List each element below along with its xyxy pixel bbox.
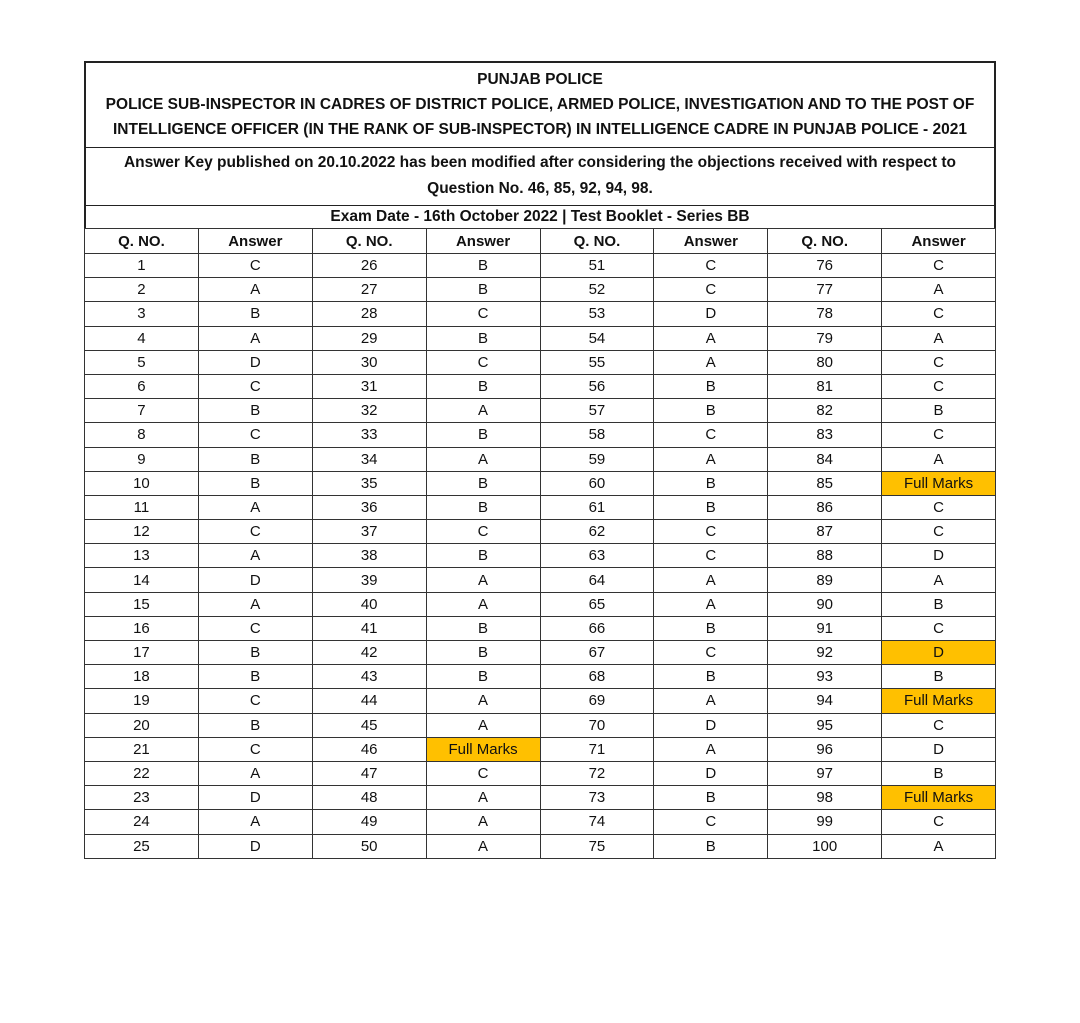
answer-cell: C [882,350,996,374]
question-number-cell: 34 [312,447,426,471]
answer-cell: D [198,568,312,592]
answer-cell: A [426,786,540,810]
table-row [85,399,996,423]
answer-cell: C [426,302,540,326]
question-number-cell: 38 [312,544,426,568]
question-number-cell: 87 [768,520,882,544]
question-number-cell: 4 [85,326,199,350]
question-number-cell: 66 [540,616,654,640]
answer-cell: C [882,616,996,640]
answer-cell: D [198,350,312,374]
question-number-cell: 74 [540,810,654,834]
answer-cell: B [654,399,768,423]
question-number-cell: 43 [312,665,426,689]
question-number-cell: 67 [540,641,654,665]
question-number-cell: 35 [312,471,426,495]
answer-cell: B [654,374,768,398]
table-row [85,810,996,834]
answer-key-sheet [84,61,996,859]
answer-cell: A [426,689,540,713]
question-number-cell: 12 [85,520,199,544]
question-number-cell: 1 [85,254,199,278]
header-qno: Q. NO. [768,229,882,254]
answer-cell: C [198,423,312,447]
table-row [85,520,996,544]
answer-table [84,228,996,859]
question-number-cell: 99 [768,810,882,834]
question-number-cell: 64 [540,568,654,592]
header-box [84,61,996,228]
answer-cell: B [426,616,540,640]
answer-cell: D [882,544,996,568]
answer-cell: A [426,713,540,737]
answer-cell: A [654,568,768,592]
header-qno: Q. NO. [540,229,654,254]
question-number-cell: 27 [312,278,426,302]
table-row [85,302,996,326]
header-answer: Answer [882,229,996,254]
answer-cell: B [654,495,768,519]
answer-cell: A [882,278,996,302]
answer-cell: C [654,278,768,302]
question-number-cell: 76 [768,254,882,278]
answer-cell: Full Marks [426,737,540,761]
question-number-cell: 15 [85,592,199,616]
question-number-cell: 25 [85,834,199,858]
question-number-cell: 46 [312,737,426,761]
question-number-cell: 60 [540,471,654,495]
answer-cell: C [198,689,312,713]
question-number-cell: 96 [768,737,882,761]
answer-cell: D [654,302,768,326]
answer-cell: B [654,786,768,810]
exam-info: Exam Date - 16th October 2022 | Test Booklet - Series BB [330,208,750,225]
question-number-cell: 56 [540,374,654,398]
table-row [85,713,996,737]
question-number-cell: 32 [312,399,426,423]
answer-cell: Full Marks [882,471,996,495]
answer-cell: B [654,834,768,858]
answer-cell: C [426,761,540,785]
answer-cell: A [198,761,312,785]
question-number-cell: 84 [768,447,882,471]
answer-cell: C [654,520,768,544]
answer-cell: C [426,520,540,544]
table-row [85,568,996,592]
answer-cell: A [198,810,312,834]
answer-cell: C [882,810,996,834]
table-row [85,374,996,398]
answer-cell: B [882,665,996,689]
note-line-1: Answer Key published on 20.10.2022 has been modified after considering the objections received with respect to [123,154,957,171]
question-number-cell: 39 [312,568,426,592]
answer-cell: B [426,278,540,302]
question-number-cell: 45 [312,713,426,737]
question-number-cell: 19 [85,689,199,713]
answer-cell: B [198,471,312,495]
answer-cell: Full Marks [882,689,996,713]
question-number-cell: 82 [768,399,882,423]
answer-cell: C [426,350,540,374]
header-qno: Q. NO. [85,229,199,254]
answer-cell: B [654,616,768,640]
question-number-cell: 59 [540,447,654,471]
question-number-cell: 36 [312,495,426,519]
answer-cell: A [882,568,996,592]
question-number-cell: 41 [312,616,426,640]
answer-cell: A [654,350,768,374]
answer-cell: A [198,495,312,519]
question-number-cell: 10 [85,471,199,495]
question-number-cell: 86 [768,495,882,519]
answer-cell: B [882,761,996,785]
question-number-cell: 2 [85,278,199,302]
question-number-cell: 5 [85,350,199,374]
answer-cell: C [882,254,996,278]
answer-cell: A [882,834,996,858]
question-number-cell: 95 [768,713,882,737]
question-number-cell: 77 [768,278,882,302]
question-number-cell: 9 [85,447,199,471]
table-row [85,278,996,302]
answer-cell: B [426,665,540,689]
question-number-cell: 3 [85,302,199,326]
question-number-cell: 42 [312,641,426,665]
answer-cell: B [198,302,312,326]
note-line-2: Question No. 46, 85, 92, 94, 98. [427,180,653,197]
question-number-cell: 72 [540,761,654,785]
question-number-cell: 52 [540,278,654,302]
question-number-cell: 79 [768,326,882,350]
table-row [85,592,996,616]
question-number-cell: 22 [85,761,199,785]
answer-cell: D [654,713,768,737]
header-answer: Answer [654,229,768,254]
question-number-cell: 62 [540,520,654,544]
table-row [85,689,996,713]
answer-cell: B [882,592,996,616]
answer-cell: C [198,737,312,761]
answer-cell: D [198,786,312,810]
question-number-cell: 49 [312,810,426,834]
question-number-cell: 16 [85,616,199,640]
question-number-cell: 47 [312,761,426,785]
question-number-cell: 80 [768,350,882,374]
question-number-cell: 68 [540,665,654,689]
answer-cell: A [426,447,540,471]
answer-cell: A [198,544,312,568]
question-number-cell: 7 [85,399,199,423]
question-number-cell: 51 [540,254,654,278]
question-number-cell: 69 [540,689,654,713]
table-row [85,471,996,495]
answer-cell: C [882,374,996,398]
answer-cell: A [426,592,540,616]
modification-note [86,148,994,206]
question-number-cell: 81 [768,374,882,398]
table-row [85,641,996,665]
answer-cell: B [426,495,540,519]
answer-cell: C [654,641,768,665]
answer-cell: B [882,399,996,423]
answer-cell: C [882,495,996,519]
answer-cell: B [198,447,312,471]
answer-cell: A [198,278,312,302]
question-number-cell: 57 [540,399,654,423]
question-number-cell: 73 [540,786,654,810]
answer-cell: A [654,326,768,350]
question-number-cell: 33 [312,423,426,447]
question-number-cell: 14 [85,568,199,592]
header-answer: Answer [198,229,312,254]
question-number-cell: 58 [540,423,654,447]
table-row [85,737,996,761]
answer-cell: C [198,254,312,278]
question-number-cell: 8 [85,423,199,447]
answer-cell: B [426,471,540,495]
question-number-cell: 75 [540,834,654,858]
answer-cell: B [654,471,768,495]
page-title [86,63,994,148]
question-number-cell: 100 [768,834,882,858]
table-row [85,326,996,350]
question-number-cell: 63 [540,544,654,568]
answer-cell: C [882,302,996,326]
question-number-cell: 98 [768,786,882,810]
question-number-cell: 26 [312,254,426,278]
question-number-cell: 71 [540,737,654,761]
question-number-cell: 70 [540,713,654,737]
question-number-cell: 31 [312,374,426,398]
table-row [85,544,996,568]
table-row [85,834,996,858]
answer-cell: A [198,592,312,616]
question-number-cell: 21 [85,737,199,761]
answer-cell: A [654,689,768,713]
table-row [85,665,996,689]
answer-cell: B [198,713,312,737]
header-qno: Q. NO. [312,229,426,254]
answer-cell: C [882,713,996,737]
table-body [85,254,996,859]
answer-cell: B [426,423,540,447]
answer-cell: C [198,374,312,398]
question-number-cell: 53 [540,302,654,326]
answer-cell: B [426,254,540,278]
answer-cell: C [654,423,768,447]
table-header-row [85,229,996,254]
question-number-cell: 90 [768,592,882,616]
question-number-cell: 40 [312,592,426,616]
question-number-cell: 48 [312,786,426,810]
answer-cell: A [654,737,768,761]
answer-cell: A [426,810,540,834]
title-line-1: PUNJAB POLICE [477,71,603,88]
answer-cell: C [654,810,768,834]
question-number-cell: 85 [768,471,882,495]
question-number-cell: 23 [85,786,199,810]
question-number-cell: 13 [85,544,199,568]
question-number-cell: 92 [768,641,882,665]
answer-cell: B [198,641,312,665]
answer-cell: B [198,399,312,423]
answer-cell: B [426,641,540,665]
question-number-cell: 89 [768,568,882,592]
answer-cell: A [426,834,540,858]
answer-cell: Full Marks [882,786,996,810]
table-row [85,786,996,810]
answer-cell: A [426,568,540,592]
question-number-cell: 29 [312,326,426,350]
question-number-cell: 97 [768,761,882,785]
question-number-cell: 61 [540,495,654,519]
answer-cell: C [882,520,996,544]
question-number-cell: 18 [85,665,199,689]
question-number-cell: 78 [768,302,882,326]
table-row [85,447,996,471]
question-number-cell: 55 [540,350,654,374]
question-number-cell: 30 [312,350,426,374]
title-line-3: INTELLIGENCE OFFICER (IN THE RANK OF SUB-INSPECTOR) IN INTELLIGENCE CADRE IN PUNJAB POLICE - 2021 [113,121,967,138]
answer-cell: A [882,447,996,471]
table-row [85,254,996,278]
answer-cell: B [654,665,768,689]
table-row [85,423,996,447]
answer-cell: A [426,399,540,423]
answer-cell: B [198,665,312,689]
answer-cell: C [654,544,768,568]
table-row [85,761,996,785]
question-number-cell: 54 [540,326,654,350]
answer-cell: D [882,641,996,665]
question-number-cell: 37 [312,520,426,544]
question-number-cell: 93 [768,665,882,689]
question-number-cell: 24 [85,810,199,834]
question-number-cell: 6 [85,374,199,398]
answer-cell: A [198,326,312,350]
question-number-cell: 83 [768,423,882,447]
answer-cell: D [198,834,312,858]
answer-cell: C [198,520,312,544]
answer-cell: A [654,592,768,616]
question-number-cell: 20 [85,713,199,737]
answer-cell: B [426,374,540,398]
answer-cell: A [882,326,996,350]
question-number-cell: 11 [85,495,199,519]
answer-cell: B [426,326,540,350]
question-number-cell: 94 [768,689,882,713]
answer-cell: D [882,737,996,761]
question-number-cell: 88 [768,544,882,568]
answer-cell: A [654,447,768,471]
question-number-cell: 50 [312,834,426,858]
header-answer: Answer [426,229,540,254]
title-line-2: POLICE SUB-INSPECTOR IN CADRES OF DISTRICT POLICE, ARMED POLICE, INVESTIGATION AND TO THE POST OF [105,96,975,113]
answer-cell: C [654,254,768,278]
answer-cell: D [654,761,768,785]
question-number-cell: 65 [540,592,654,616]
question-number-cell: 44 [312,689,426,713]
answer-cell: C [198,616,312,640]
table-row [85,616,996,640]
question-number-cell: 17 [85,641,199,665]
answer-cell: B [426,544,540,568]
answer-cell: C [882,423,996,447]
question-number-cell: 91 [768,616,882,640]
table-row [85,350,996,374]
question-number-cell: 28 [312,302,426,326]
table-row [85,495,996,519]
